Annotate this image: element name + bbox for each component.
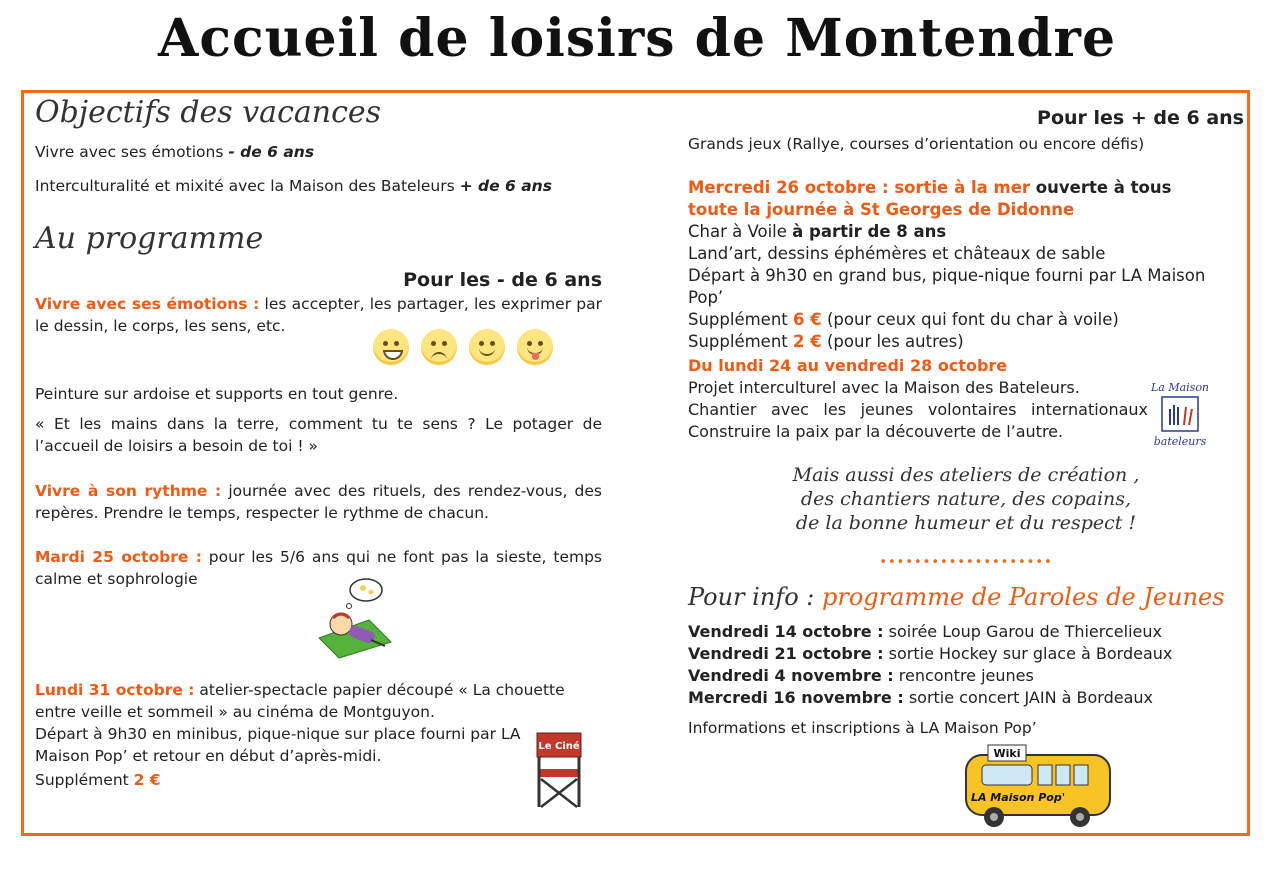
age-label-under-6: Pour les - de 6 ans xyxy=(403,269,602,291)
event-date: Vendredi 4 novembre : xyxy=(688,666,894,685)
section-lundi-depart: Départ à 9h30 en minibus, pique-nique sur place fourni par LA Maison Pop’ et retour en début d’après-midi. xyxy=(35,725,521,765)
section-lundi-24 xyxy=(688,355,1148,443)
event-text: sortie Hockey sur glace à Bordeaux xyxy=(883,644,1173,663)
event-item xyxy=(688,621,1244,643)
event-date: Vendredi 21 octobre : xyxy=(688,644,884,663)
section-rythme-title: Vivre à son rythme : xyxy=(35,482,222,500)
lundi-24-title: Du lundi 24 au vendredi 28 octobre xyxy=(688,356,1008,375)
cine-sign: Le Ciné xyxy=(538,741,580,752)
event-text: rencontre jeunes xyxy=(893,666,1034,685)
tongue-emoji-icon xyxy=(517,329,553,365)
section-rythme xyxy=(35,480,602,524)
mercredi-depart: Départ à 9h30 en grand bus, pique-nique fourni par LA Maison Pop’ xyxy=(688,266,1206,307)
supplement-label: Supplément xyxy=(35,771,134,789)
grands-jeux: Grands jeux (Rallye, courses d’orientation ou encore défis) xyxy=(688,135,1145,153)
event-item xyxy=(688,643,1244,665)
quote-line1: Mais aussi des ateliers de création , xyxy=(792,464,1140,486)
events-list xyxy=(688,621,1244,709)
inscriptions-line: Informations et inscriptions à LA Maison Pop’ xyxy=(688,719,1037,737)
quote-line2: des chantiers nature, des copains, xyxy=(800,488,1132,510)
section-lundi-supplement xyxy=(35,769,161,791)
lundi-24-line1: Projet interculturel avec la Maison des Bateleurs. xyxy=(688,378,1080,397)
maison-bateleurs-logo xyxy=(1142,379,1218,449)
event-item xyxy=(688,665,1244,687)
wink-emoji-icon xyxy=(469,329,505,365)
supplement-price: 2 € xyxy=(133,771,161,789)
section-peinture: Peinture sur ardoise et supports en tout genre. xyxy=(35,385,399,403)
quote-line3: de la bonne humeur et du respect ! xyxy=(795,512,1137,534)
objectif-1-text: Vivre avec ses émotions xyxy=(35,143,229,161)
page-title: Accueil de loisirs de Montendre xyxy=(157,8,1117,69)
content-frame xyxy=(21,90,1250,836)
dotted-divider: •••••••••••••••••••• xyxy=(879,555,1053,570)
event-text: sortie concert JAIN à Bordeaux xyxy=(903,688,1153,707)
objectif-1-age: - de 6 ans xyxy=(228,143,315,161)
mercredi-open: ouverte à tous xyxy=(1030,178,1172,197)
section-mercredi-26 xyxy=(688,177,1244,353)
school-bus-illustration xyxy=(958,741,1118,833)
section-lundi-31 xyxy=(35,679,602,723)
section-emotions-title: Vivre avec ses émotions : xyxy=(35,295,260,313)
pour-info-heading xyxy=(688,583,1225,611)
mercredi-subtitle: toute la journée à St Georges de Didonne xyxy=(688,200,1075,219)
cinema-chair-illustration xyxy=(529,729,591,811)
section-emotions xyxy=(35,293,602,337)
char-voile-age: à partir de 8 ans xyxy=(792,222,947,241)
quote-block xyxy=(688,463,1244,535)
supp2-price: 2 € xyxy=(793,332,822,351)
char-voile-label: Char à Voile xyxy=(688,222,793,241)
laughing-emoji-icon xyxy=(373,329,409,365)
pour-info-label: Pour info : xyxy=(688,583,822,611)
pour-info-programme: programme de Paroles de Jeunes xyxy=(822,583,1225,611)
supp1-note: (pour ceux qui font du char à voile) xyxy=(821,310,1119,329)
section-rythme-text: journée avec des rituels, des rendez-vous, des repères. Prendre le temps, respecter le rythme de chacun. xyxy=(35,482,602,522)
event-date: Vendredi 14 octobre : xyxy=(688,622,884,641)
event-date: Mercredi 16 novembre : xyxy=(688,688,904,707)
event-item xyxy=(688,687,1244,709)
supp2-label: Supplément xyxy=(688,332,794,351)
supp1-label: Supplément xyxy=(688,310,794,329)
objectif-2-age: + de 6 ans xyxy=(459,177,552,195)
logo-top-text: La Maison xyxy=(1150,381,1210,394)
logo-bottom-text: bateleurs xyxy=(1153,435,1207,448)
bus-label: LA Maison Pop' xyxy=(970,791,1066,804)
section-mardi-title: Mardi 25 octobre : xyxy=(35,548,202,566)
section-mardi-text: pour les 5/6 ans qui ne font pas la sieste, temps calme et sophrologie xyxy=(35,548,602,588)
sad-emoji-icon xyxy=(421,329,457,365)
mercredi-title: Mercredi 26 octobre : sortie à la mer xyxy=(688,178,1031,197)
section-lundi-title: Lundi 31 octobre : xyxy=(35,681,195,699)
section-lundi-text: atelier-spectacle papier découpé « La chouette entre veille et sommeil » au cinéma de Montguyon. xyxy=(35,681,565,721)
programme-heading: Au programme xyxy=(35,221,264,256)
section-potager: « Et les mains dans la terre, comment tu te sens ? Le potager de l’accueil de loisirs a besoin de toi ! » xyxy=(35,415,602,455)
bus-wiki-sign: Wiki xyxy=(993,747,1021,760)
supp1-price: 6 € xyxy=(793,310,822,329)
objectif-2-text: Interculturalité et mixité avec la Maison des Bateleurs xyxy=(35,177,460,195)
age-label-over-6: Pour les + de 6 ans xyxy=(1037,107,1244,129)
objectif-2 xyxy=(35,175,552,197)
lundi-24-line3: Construire la paix par la découverte de l’autre. xyxy=(688,422,1064,441)
landart-line: Land’art, dessins éphémères et châteaux de sable xyxy=(688,244,1106,263)
event-text: soirée Loup Garou de Thiercelieux xyxy=(883,622,1162,641)
objectif-1 xyxy=(35,141,314,163)
supp2-note: (pour les autres) xyxy=(821,332,964,351)
lundi-24-line2: Chantier avec les jeunes volontaires internationaux xyxy=(688,400,1148,419)
child-relaxing-illustration xyxy=(311,576,403,660)
section-emotions-text: les accepter, les partager, les exprimer par le dessin, le corps, les sens, etc. xyxy=(35,295,602,335)
objectifs-heading: Objectifs des vacances xyxy=(35,95,382,130)
